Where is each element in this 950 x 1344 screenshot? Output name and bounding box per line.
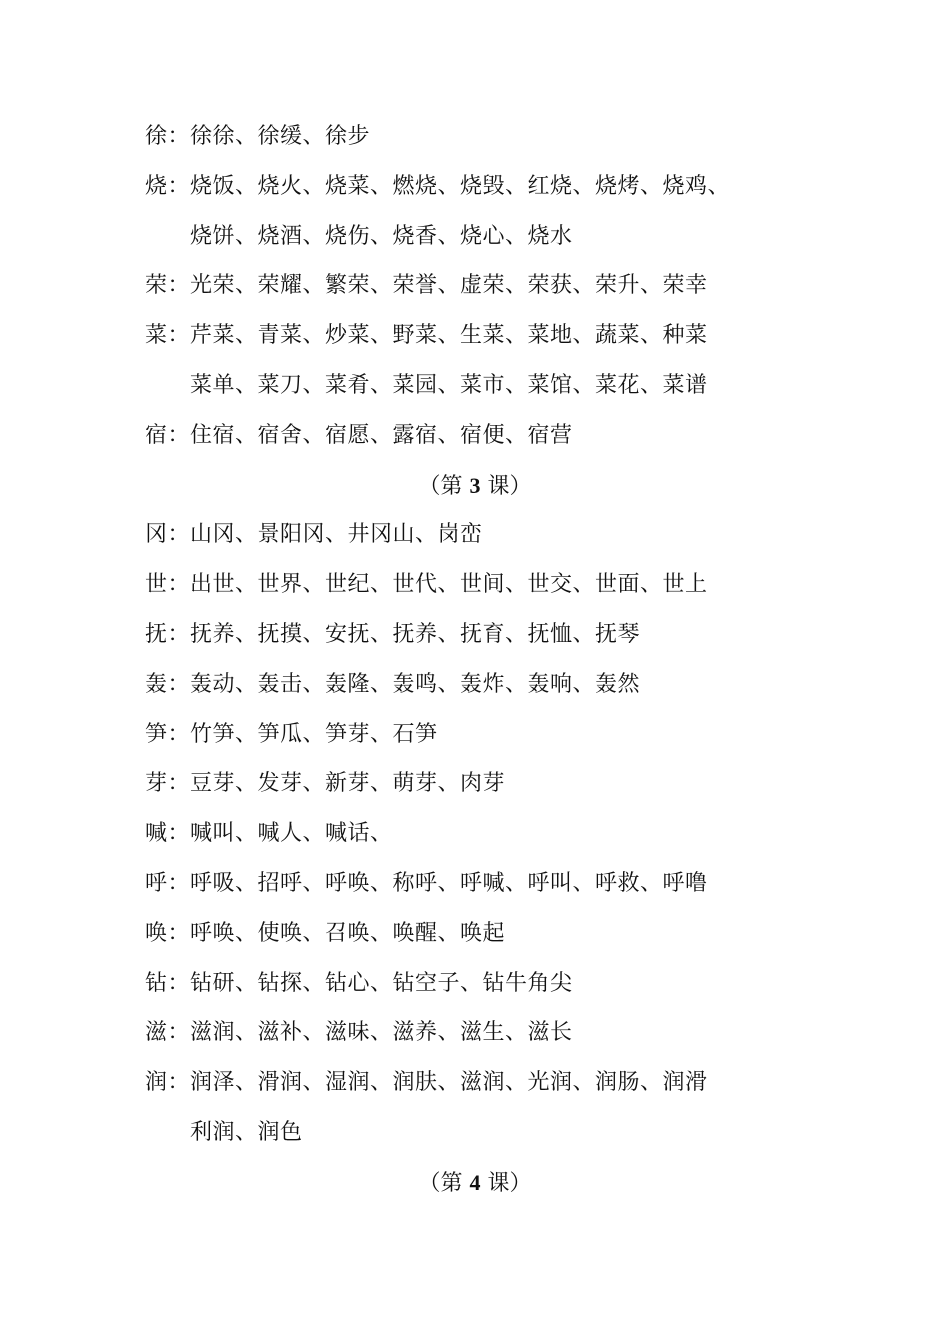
vocabulary-list	[145, 112, 805, 1208]
entry-run-continued: 利润、润色	[190, 1119, 303, 1145]
entry-cai-continued: 菜单、菜刀、菜肴、菜园、菜市、菜馆、菜花、菜谱	[190, 372, 708, 398]
entry-hong	[145, 660, 805, 710]
entry-shi	[145, 560, 805, 610]
entry-su	[145, 411, 805, 461]
entry-char: 徐：	[145, 124, 191, 149]
entry-char: 抚：	[145, 621, 191, 647]
entry-sun	[145, 710, 805, 760]
entry-char: 滋：	[145, 1020, 191, 1046]
entry-words: 润泽、滑润、湿润、润肤、滋润、光润、润肠、润滑	[190, 1070, 708, 1096]
entry-zuan	[145, 959, 805, 1009]
entry-zi	[145, 1008, 805, 1058]
lesson-close: 课）	[480, 473, 532, 499]
entry-char: 菜：	[145, 323, 191, 349]
lesson-open: （第	[418, 473, 470, 499]
entry-rong	[145, 261, 805, 311]
entry-ya	[145, 759, 805, 809]
entry-char: 轰：	[145, 671, 191, 697]
entry-char: 润：	[145, 1070, 191, 1096]
entry-words: 抚养、抚摸、安抚、抚养、抚育、抚恤、抚琴	[190, 621, 641, 647]
entry-char: 喊：	[145, 821, 191, 847]
entry-words: 芹菜、青菜、炒菜、野菜、生菜、菜地、蔬菜、种菜	[190, 323, 708, 349]
entry-words: 竹笋、笋瓜、笋芽、石笋	[190, 721, 438, 747]
entry-words: 喊叫、喊人、喊话、	[190, 821, 393, 847]
entry-han	[145, 809, 805, 859]
entry-shao-continued: 烧饼、烧酒、烧伤、烧香、烧心、烧水	[190, 223, 573, 249]
entry-char: 荣：	[145, 273, 191, 299]
lesson-open: （第	[418, 1170, 470, 1196]
entry-words: 钻研、钻探、钻心、钻空子、钻牛角尖	[190, 970, 573, 996]
entry-words: 豆芽、发芽、新芽、萌芽、肉芽	[190, 771, 506, 797]
entry-char: 笋：	[145, 721, 191, 747]
lesson-close: 课）	[480, 1170, 532, 1196]
entry-char: 呼：	[145, 870, 191, 896]
lesson-3-heading	[145, 461, 805, 511]
entry-char: 宿：	[145, 422, 191, 448]
entry-run	[145, 1058, 805, 1108]
entry-words: 滋润、滋补、滋味、滋养、滋生、滋长	[190, 1020, 573, 1046]
lesson-number: 3	[469, 472, 481, 498]
entry-char: 烧：	[145, 173, 191, 199]
entry-hu	[145, 859, 805, 909]
entry-words: 轰动、轰击、轰隆、轰鸣、轰炸、轰响、轰然	[190, 671, 641, 697]
entry-char: 芽：	[145, 771, 191, 797]
lesson-number: 4	[469, 1169, 481, 1195]
entry-words: 徐徐、徐缓、徐步	[190, 124, 371, 149]
entry-words: 呼唤、使唤、召唤、唤醒、唤起	[190, 920, 506, 946]
entry-xu	[145, 112, 805, 162]
entry-words: 光荣、荣耀、繁荣、荣誉、虚荣、荣获、荣升、荣幸	[190, 273, 708, 299]
entry-char: 世：	[145, 572, 191, 598]
entry-char: 冈：	[145, 522, 191, 548]
entry-char: 唤：	[145, 920, 191, 946]
entry-shao	[145, 162, 805, 212]
entry-fu	[145, 610, 805, 660]
entry-words: 呼吸、招呼、呼唤、称呼、呼喊、呼叫、呼救、呼噜	[190, 870, 708, 896]
entry-huan	[145, 909, 805, 959]
entry-gang	[145, 510, 805, 560]
entry-cai	[145, 311, 805, 361]
entry-words: 烧饭、烧火、烧菜、燃烧、烧毁、红烧、烧烤、烧鸡、	[190, 173, 731, 199]
entry-words: 山冈、景阳冈、井冈山、岗峦	[190, 522, 483, 548]
entry-char: 钻：	[145, 970, 191, 996]
lesson-4-heading	[145, 1158, 805, 1208]
entry-words: 住宿、宿舍、宿愿、露宿、宿便、宿营	[190, 422, 573, 448]
entry-words: 出世、世界、世纪、世代、世间、世交、世面、世上	[190, 572, 708, 598]
